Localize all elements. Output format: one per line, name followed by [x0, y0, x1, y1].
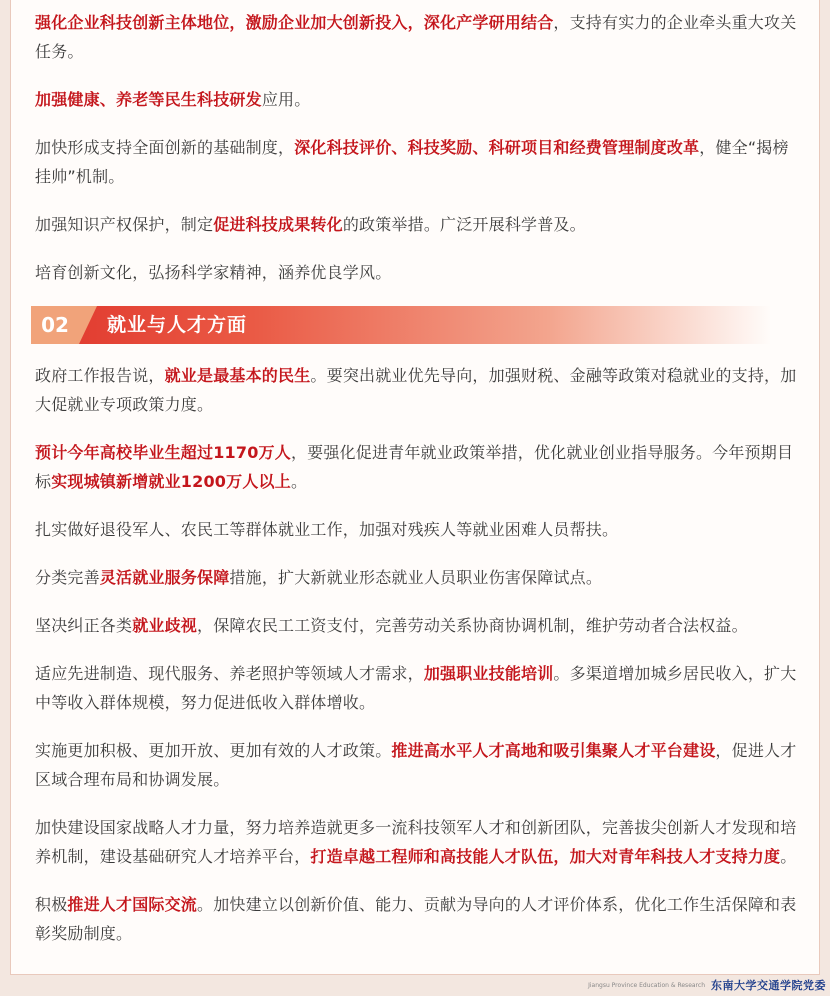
article-card [10, 0, 820, 975]
highlighted-text: 推进人才国际交流 [67, 895, 198, 914]
body-text: ，保障农民工工资支付，完善劳动关系协商协调机制，维护劳动者合法权益。 [197, 616, 748, 635]
paragraph-group-bottom [35, 361, 797, 948]
highlighted-text: 灵活就业服务保障 [99, 568, 230, 587]
body-text: ，要强化促进青年就业政策举措，优化就业创业指导服务。今年预期目标 [35, 443, 794, 491]
body-text: 措施，扩大新就业形态就业人员职业伤害保障试点。 [229, 568, 603, 587]
paragraph [35, 515, 797, 544]
highlighted-text: 就业是最基本的民生 [164, 366, 311, 385]
highlighted-text: 加强健康、养老等民生科技研发 [35, 90, 262, 109]
highlighted-text: 加强职业技能培训 [423, 664, 554, 683]
body-text: 应用。 [261, 90, 311, 109]
section-number: 02 [31, 306, 79, 344]
section-number-slash [79, 306, 97, 344]
section-header [31, 306, 771, 344]
paragraph [35, 8, 797, 66]
highlighted-text: 深化科技评价、科技奖励、科研项目和经费管理制度改革 [294, 138, 700, 157]
body-text: 坚决纠正各类 [35, 616, 133, 635]
article-content [35, 8, 797, 967]
paragraph [35, 890, 797, 948]
paragraph [35, 133, 797, 191]
paragraph [35, 85, 797, 114]
paragraph [35, 438, 797, 496]
body-text: 政府工作报告说， [35, 366, 165, 385]
paragraph [35, 736, 797, 794]
body-text: 。要突出就业优先导向，加强财税、金融等政策对稳就业的支持，加大促就业专项政策力度。 [35, 366, 797, 414]
body-text: 。多渠道增加城乡居民收入，扩大中等收入群体规模，努力促进低收入群体增收。 [35, 664, 797, 712]
watermark-small-text: Jiangsu Province Education & Research [588, 981, 705, 989]
paragraph-group-top [35, 8, 797, 287]
paragraph [35, 563, 797, 592]
body-text: 积极 [35, 895, 68, 914]
body-text: 加快形成支持全面创新的基础制度， [35, 138, 295, 157]
paragraph [35, 611, 797, 640]
highlighted-text: 就业歧视 [132, 616, 198, 635]
paragraph [35, 210, 797, 239]
body-text: 适应先进制造、现代服务、养老照护等领域人才需求， [35, 664, 424, 683]
body-text: 实施更加积极、更加开放、更加有效的人才政策。 [35, 741, 392, 760]
highlighted-text: 强化企业科技创新主体地位，激励企业加大创新投入，深化产学研用结合 [35, 13, 554, 32]
highlighted-text: 打造卓越工程师和高技能人才队伍，加大对青年科技人才支持力度 [310, 847, 781, 866]
watermark-label: 东南大学交通学院党委 [711, 979, 826, 992]
paragraph [35, 813, 797, 871]
body-text: ，促进人才区域合理布局和协调发展。 [35, 741, 797, 789]
highlighted-text: 促进科技成果转化 [213, 215, 343, 234]
body-text: 。 [780, 847, 797, 866]
body-text: ，支持有实力的企业牵头重大攻关任务。 [35, 13, 797, 61]
highlighted-text: 实现城镇新增就业1200万人以上 [51, 472, 291, 491]
body-text: ，健全“揭榜挂帅”机制。 [35, 138, 789, 186]
body-text: 的政策举措。广泛开展科学普及。 [342, 215, 586, 234]
body-text: 加快建设国家战略人才力量，努力培养造就更多一流科技领军人才和创新团队，完善拔尖创新人才发现和培养机制，建设基础研究人才培养平台， [35, 818, 797, 866]
body-text: 扎实做好退役军人、农民工等群体就业工作，加强对残疾人等就业困难人员帮扶。 [35, 520, 619, 539]
paragraph [35, 361, 797, 419]
body-text: 分类完善 [35, 568, 100, 587]
highlighted-text: 预计今年高校毕业生超过1170万人 [35, 443, 291, 462]
paragraph [35, 258, 797, 287]
section-title: 就业与人才方面 [107, 314, 248, 336]
paragraph [35, 659, 797, 717]
body-text: 。 [290, 472, 308, 491]
body-text: 。加快建立以创新价值、能力、贡献为导向的人才评价体系，优化工作生活保障和表彰奖励制度。 [35, 895, 797, 943]
body-text: 加强知识产权保护，制定 [35, 215, 214, 234]
source-watermark [588, 976, 826, 994]
body-text: 培育创新文化，弘扬科学家精神，涵养优良学风。 [35, 263, 392, 282]
highlighted-text: 推进高水平人才高地和吸引集聚人才平台建设 [391, 741, 716, 760]
